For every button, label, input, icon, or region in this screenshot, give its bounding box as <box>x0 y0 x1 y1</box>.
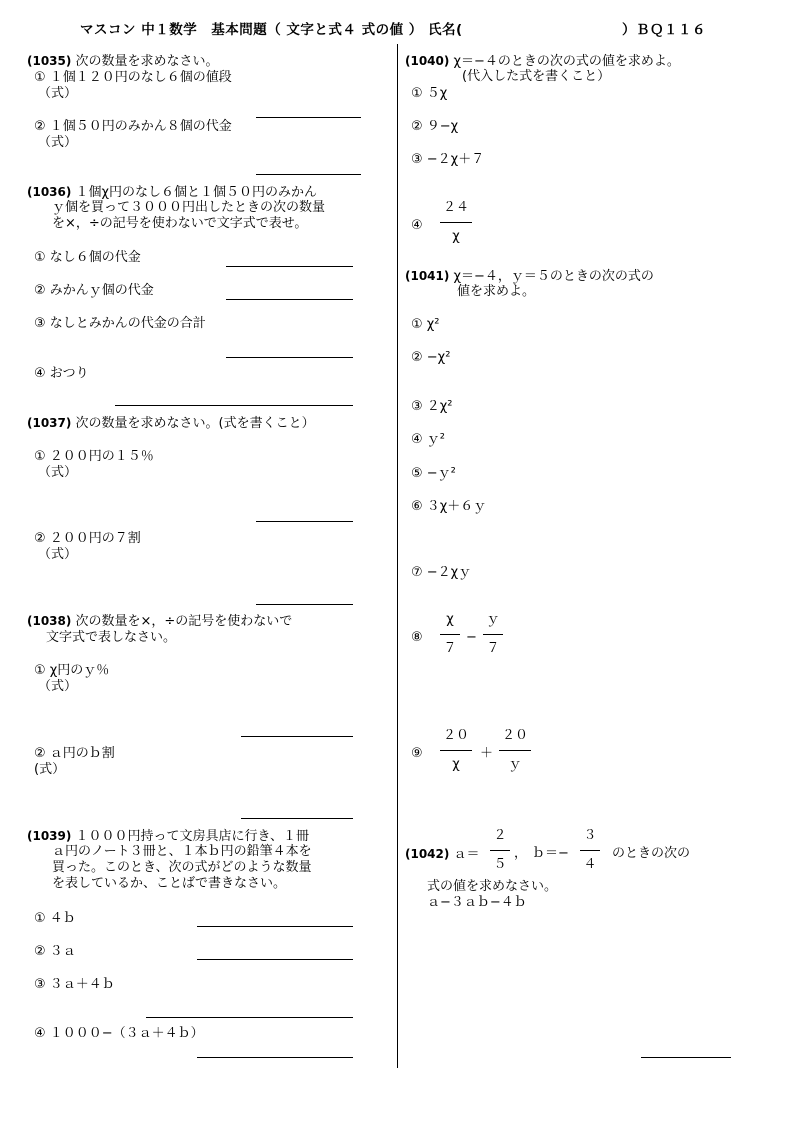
q1039-answer-line-4[interactable] <box>197 1057 353 1058</box>
fraction-denominator: ７ <box>443 641 457 656</box>
q1040-header <box>405 53 680 70</box>
q1037-item-1-work-label: （式） <box>38 465 78 480</box>
worksheet-code: ）ＢＱ１１６ <box>622 22 706 38</box>
q1039-header <box>27 828 309 845</box>
q1037-text: 次の数量を求めなさい。(式を書くこと） <box>75 416 315 431</box>
fraction-denominator: ７ <box>486 641 500 656</box>
fraction-bar <box>499 750 531 751</box>
q1039-item-2: ② ３ａ <box>34 944 76 959</box>
q1035-number: (1035) <box>27 54 72 68</box>
q1038-answer-line-2[interactable] <box>241 818 353 819</box>
q1041-item-9-fraction-2 <box>499 728 531 773</box>
q1041-item-8-fraction-2 <box>483 612 503 657</box>
q1036-item-3: ③ なしとみかんの代金の合計 <box>34 316 206 331</box>
q1036-answer-line-4[interactable] <box>115 405 353 406</box>
fraction-denominator: ｙ <box>508 757 522 772</box>
q1036-header <box>27 184 317 201</box>
q1039-line-4: を表しているか、ことばで書きなさい。 <box>52 876 287 891</box>
column-divider <box>397 44 398 1068</box>
q1040-line-1: χ＝−４のときの次の式の値を求めよ。 <box>453 54 680 69</box>
q1039-line-3: 買った。このとき、次の式がどのような数量 <box>52 860 312 875</box>
q1039-answer-line-1[interactable] <box>197 926 353 927</box>
q1041-line-2: 値を求めよ。 <box>457 284 536 299</box>
q1035-item-2: ② １個５０円のみかん８個の代金 <box>34 119 232 134</box>
q1041-item-7: ⑦ −２χｙ <box>411 565 472 580</box>
q1041-item-1: ① χ² <box>411 317 440 332</box>
q1037-item-1: ① ２００円の１５％ <box>34 449 154 464</box>
q1035-text: 次の数量を求めなさい。 <box>75 54 219 69</box>
q1039-line-2: ａ円のノート３冊と、１本ｂ円の鉛筆４本を <box>52 844 312 859</box>
q1038-answer-line-1[interactable] <box>241 736 353 737</box>
q1036-answer-line-1[interactable] <box>226 266 353 267</box>
q1039-line-1: １０００円持って文房具店に行き、１冊 <box>75 829 309 844</box>
q1041-item-9-fraction-1 <box>440 728 472 773</box>
q1037-answer-line-1[interactable] <box>256 521 353 522</box>
page-title: マスコン 中１数学 基本問題（ 文字と式４ 式の値 ） 氏名( <box>80 22 463 38</box>
q1036-answer-line-3[interactable] <box>226 357 353 358</box>
q1040-item-4-fraction <box>440 200 472 245</box>
q1036-line-3: を×，÷の記号を使わないで文字式で表せ。 <box>52 216 308 231</box>
q1042-comma: ， <box>514 846 528 861</box>
q1040-line-2: (代入した式を書くこと） <box>462 69 611 84</box>
q1040-number: (1040) <box>405 54 450 68</box>
fraction-bar <box>440 750 472 751</box>
q1037-item-2: ② ２００円の７割 <box>34 531 141 546</box>
q1042-expression: ａ−３ａｂ−４ｂ <box>427 895 527 910</box>
fraction-numerator: ２４ <box>442 200 469 215</box>
q1036-line-2: ｙ個を買って３０００円出したときの次の数量 <box>52 200 326 215</box>
fraction-bar <box>440 634 460 635</box>
q1042-number: (1042) <box>405 847 450 861</box>
q1041-line-1: χ＝−４，ｙ＝５のときの次の式の <box>453 269 654 284</box>
q1041-item-2: ② −χ² <box>411 350 451 365</box>
q1041-item-8-label: ⑧ <box>411 630 423 645</box>
fraction-numerator: ２ <box>493 828 507 843</box>
q1041-item-4: ④ ｙ² <box>411 432 445 447</box>
fraction-numerator: ２０ <box>501 728 528 743</box>
q1042-header <box>405 846 480 863</box>
q1039-number: (1039) <box>27 829 72 843</box>
q1036-item-1: ① なし６個の代金 <box>34 250 141 265</box>
fraction-denominator: ４ <box>583 857 597 872</box>
q1042-b-fraction <box>580 828 600 873</box>
q1035-item-1-work-label: （式） <box>38 86 78 101</box>
q1035-header <box>27 53 219 70</box>
q1042-answer-line[interactable] <box>641 1057 731 1058</box>
q1042-tail: のときの次の <box>612 846 691 861</box>
q1035-item-2-work-label: （式） <box>38 135 78 150</box>
fraction-denominator: χ <box>452 757 460 772</box>
q1042-line-2: 式の値を求めなさい。 <box>427 879 558 894</box>
q1036-item-2: ② みかんｙ個の代金 <box>34 283 154 298</box>
q1039-item-4: ④ １０００−（３ａ＋４ｂ） <box>34 1026 204 1041</box>
q1035-answer-line-2[interactable] <box>256 174 361 175</box>
q1038-item-1-work-label: （式） <box>38 679 78 694</box>
q1041-header <box>405 268 654 285</box>
fraction-numerator: χ <box>446 612 454 627</box>
q1039-item-3: ③ ３ａ＋４ｂ <box>34 977 115 992</box>
fraction-bar <box>580 850 600 851</box>
fraction-bar <box>440 222 472 223</box>
fraction-bar <box>483 634 503 635</box>
q1040-item-4-label: ④ <box>411 218 423 233</box>
fraction-denominator: χ <box>452 229 460 244</box>
q1040-item-2: ② ９−χ <box>411 119 459 134</box>
q1041-item-6: ⑥ ３χ＋６ｙ <box>411 499 487 514</box>
q1038-item-2: ② ａ円のｂ割 <box>34 746 115 761</box>
q1041-number: (1041) <box>405 269 450 283</box>
q1037-header <box>27 415 315 432</box>
q1042-a-eq: ａ＝ <box>453 847 480 862</box>
q1036-line-1: １個χ円のなし６個と１個５０円のみかん <box>75 185 318 200</box>
q1037-answer-line-2[interactable] <box>256 604 353 605</box>
q1038-header <box>27 613 292 630</box>
q1036-answer-line-2[interactable] <box>226 299 353 300</box>
fraction-bar <box>490 850 510 851</box>
q1041-item-8-operator: − <box>466 630 477 645</box>
fraction-numerator: ２０ <box>442 728 469 743</box>
q1035-item-1: ① １個１２０円のなし６個の値段 <box>34 70 232 85</box>
q1042-b-eq: ｂ＝− <box>532 846 569 861</box>
q1041-item-9-operator: ＋ <box>480 746 494 761</box>
q1037-number: (1037) <box>27 416 72 430</box>
q1041-item-9-label: ⑨ <box>411 746 423 761</box>
q1041-item-3: ③ ２χ² <box>411 399 453 414</box>
q1041-item-8-fraction-1 <box>440 612 460 657</box>
q1041-item-5: ⑤ −ｙ² <box>411 466 456 481</box>
fraction-numerator: ３ <box>583 828 597 843</box>
q1038-line-1: 次の数量を×，÷の記号を使わないで <box>75 614 293 629</box>
q1038-item-1: ① χ円のｙ％ <box>34 663 110 678</box>
q1040-item-3: ③ −２χ＋７ <box>411 152 485 167</box>
q1039-answer-line-2[interactable] <box>197 959 353 960</box>
q1038-number: (1038) <box>27 614 72 628</box>
q1039-answer-line-3[interactable] <box>146 1017 353 1018</box>
q1040-item-1: ① ５χ <box>411 86 448 101</box>
q1038-item-2-work-label: (式） <box>34 762 66 777</box>
q1035-answer-line-1[interactable] <box>256 117 361 118</box>
q1036-number: (1036) <box>27 185 72 199</box>
fraction-numerator: ｙ <box>486 612 500 627</box>
q1036-item-4: ④ おつり <box>34 366 89 381</box>
q1037-item-2-work-label: （式） <box>38 547 78 562</box>
q1038-line-2: 文字式で表しなさい。 <box>46 630 177 645</box>
q1039-item-1: ① ４ｂ <box>34 911 76 926</box>
q1042-a-fraction <box>490 828 510 873</box>
fraction-denominator: ５ <box>493 857 507 872</box>
